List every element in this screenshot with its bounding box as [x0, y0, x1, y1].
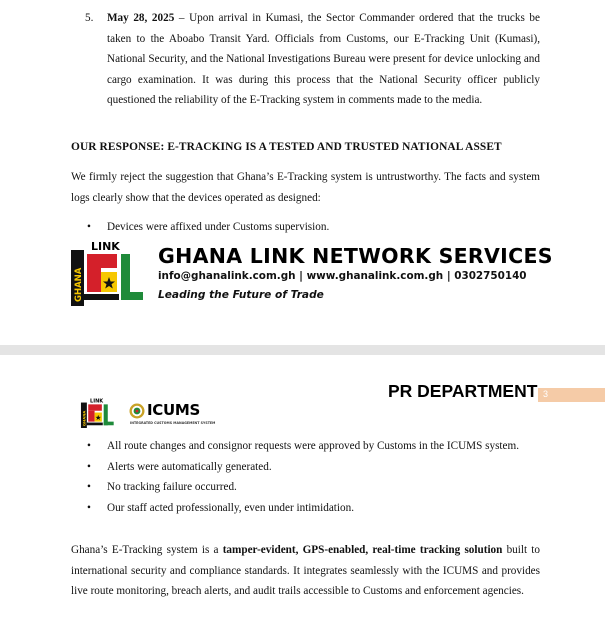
list-item: • Alerts were automatically generated.	[85, 457, 540, 478]
icums-subtitle: INTEGRATED CUSTOMS MANAGEMENT SYSTEM	[130, 421, 216, 425]
icums-emblem-icon	[129, 403, 145, 419]
page-number-bar	[538, 388, 605, 402]
item-text: – Upon arrival in Kumasi, the Sector Commander ordered that the trucks be taken to the Aboabo Transit Yard. Officials from Customs, our E-Tracking Unit (Kumasi), National Security, and the National Investigations Bureau were present for device unlocking and cargo examination. It was during this process that the National Security officer publicly questioned the reliability of the E-Tracking system in comments made to the media.	[107, 12, 540, 107]
section-heading: OUR RESPONSE: E-TRACKING IS A TESTED AND TRUSTED NATIONAL ASSET	[71, 141, 502, 153]
page-2	[0, 355, 605, 627]
numbered-item-5	[85, 8, 540, 111]
ghana-link-logo	[71, 240, 146, 306]
bullet-list	[85, 217, 540, 238]
list-item: • No tracking failure occurred.	[85, 477, 540, 498]
header-logo-word-ghana: GHANA	[81, 410, 87, 427]
item-date: May 28, 2025	[107, 12, 175, 24]
logo-word-ghana: GHANA	[74, 267, 84, 302]
item-number: 5.	[85, 12, 94, 24]
footer-banner	[71, 240, 553, 308]
bullet-list	[85, 436, 540, 518]
paragraph-rest: built to international security and compliance standards. It integrates seamlessly with the ICUMS and provides live route monitoring, breach alerts, and audit trails accessible to Customs and enforcement agencies.	[71, 544, 540, 598]
list-item: • All route changes and consignor requests were approved by Customs in the ICUMS system.	[85, 436, 540, 457]
list-item: • Our staff acted professionally, even under intimidation.	[85, 498, 540, 519]
logo-word-link: LINK	[91, 240, 120, 253]
company-contact: info@ghanalink.com.gh | www.ghanalink.com.gh | 0302750140	[158, 270, 527, 282]
header-logo-word-link: LINK	[90, 398, 104, 405]
page-separator	[0, 345, 605, 355]
icums-logo-text: ICUMS	[147, 401, 200, 419]
company-name: GHANA LINK NETWORK SERVICES	[158, 244, 553, 268]
ghana-link-header-logo	[80, 398, 116, 428]
department-title: PR DEPARTMENT	[388, 381, 538, 401]
list-item: • Devices were affixed under Customs supervision.	[85, 217, 540, 238]
response-paragraph: We firmly reject the suggestion that Ghana’s E-Tracking system is untrustworthy. The facts and system logs clearly show that the devices operated as designed:	[71, 171, 540, 204]
paragraph-emphasis: tamper-evident, GPS-enabled, real-time tracking solution	[222, 544, 503, 556]
company-tagline: Leading the Future of Trade	[158, 289, 324, 301]
paragraph-lead: Ghana’s E-Tracking system is a	[71, 544, 223, 556]
page-number: 3	[543, 389, 549, 399]
system-description-paragraph	[71, 540, 540, 602]
